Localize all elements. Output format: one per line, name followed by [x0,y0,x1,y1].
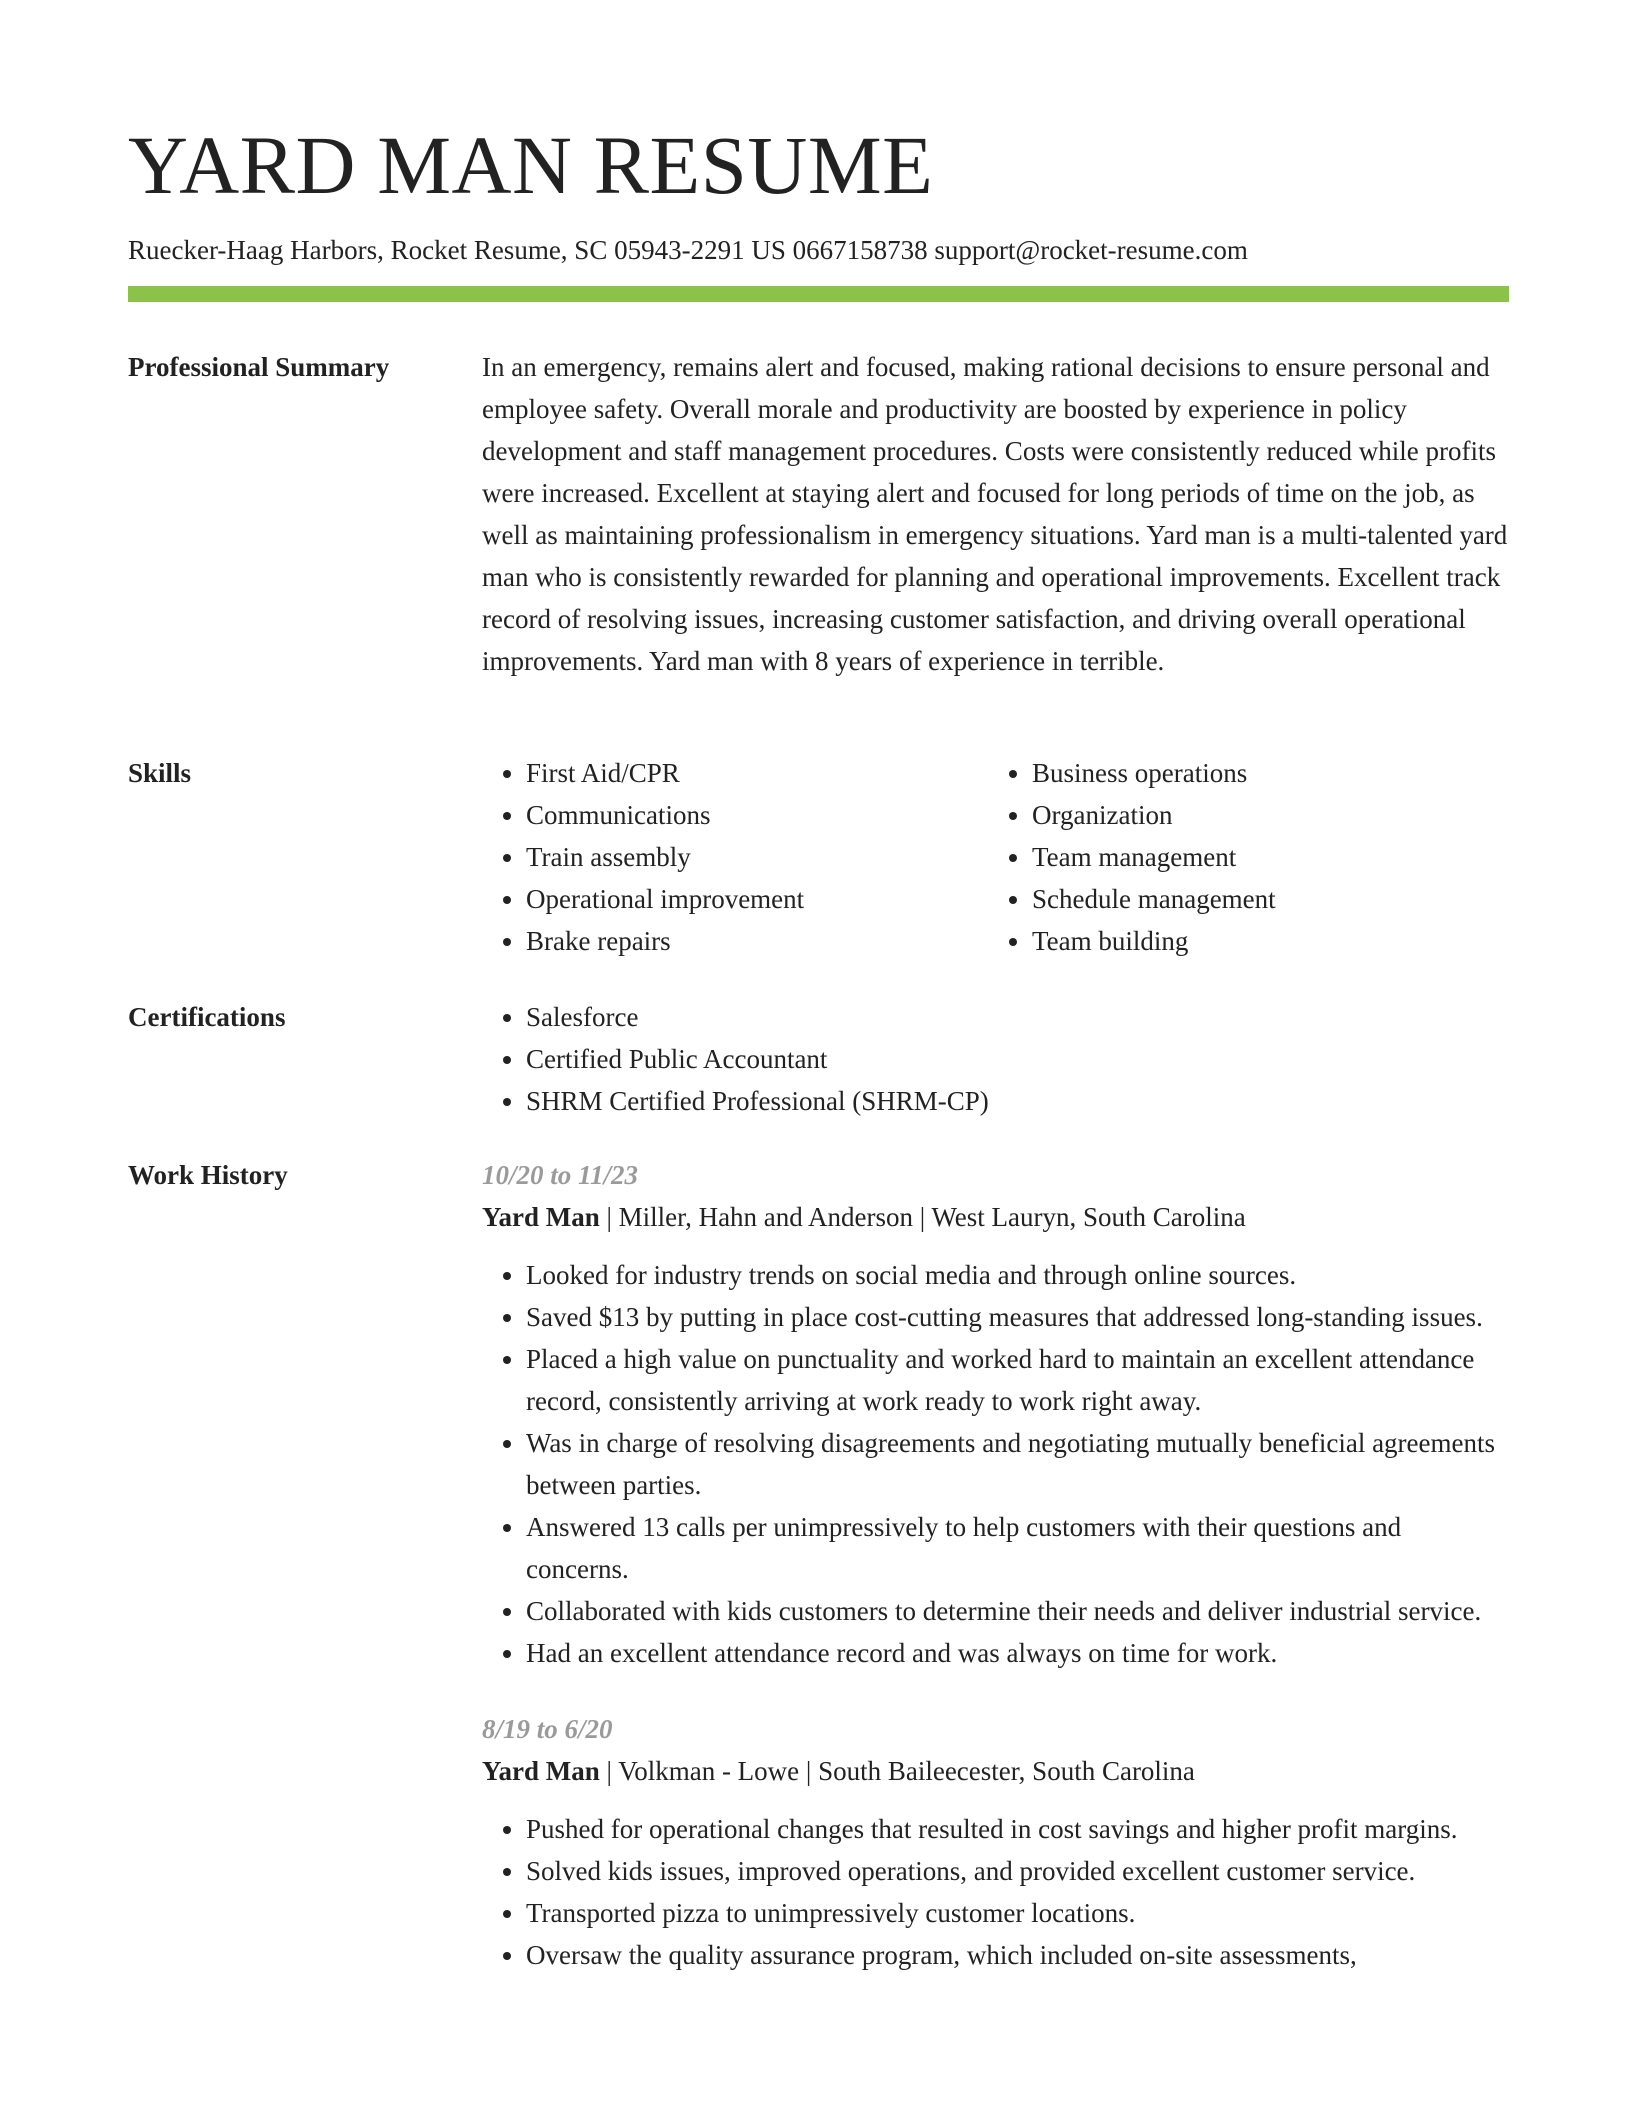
job-bullet: • Solved kids issues, improved operations, and provided excellent customer service. [526,1850,1509,1892]
skill-item: • First Aid/CPR [526,752,988,794]
skill-item: • Business operations [1032,752,1494,794]
job-bullet: • Answered 13 calls per unimpressively to help customers with their questions and concerns. [526,1506,1509,1590]
certification-item: • Salesforce [526,996,1509,1038]
job-bullet: • Collaborated with kids customers to determine their needs and deliver industrial service. [526,1590,1509,1632]
job-bullet: • Had an excellent attendance record and was always on time for work. [526,1632,1509,1674]
job-bullet: • Looked for industry trends on social media and through online sources. [526,1254,1509,1296]
job-dates: 10/20 to 11/23 [482,1160,639,1190]
job-bullet: • Transported pizza to unimpressively customer locations. [526,1892,1509,1934]
summary-heading: Professional Summary [128,352,390,382]
job-bullet: • Oversaw the quality assurance program, which included on-site assessments, [526,1934,1509,1976]
job-title-line [482,1196,1509,1238]
job-company: Volkman - Lowe [618,1756,800,1786]
certifications-body [482,996,1509,1122]
job-bullets [482,1254,1509,1674]
skills-list-right [988,752,1494,962]
skills-body [482,752,1509,962]
job-entry [482,1708,1509,1976]
certifications-heading: Certifications [128,1002,286,1032]
contact-line: Ruecker-Haag Harbors, Rocket Resume, SC 05943-2291 US 0667158738 support@rocket-resume.com [128,235,1248,265]
skill-item: • Organization [1032,794,1494,836]
job-separator: | [599,1756,619,1786]
summary-body [482,346,1509,682]
skill-item: • Communications [526,794,988,836]
certification-item: • Certified Public Accountant [526,1038,1509,1080]
job-separator: | [599,1202,619,1232]
certifications-list [482,996,1509,1122]
job-location: South Baileecester, South Carolina [818,1756,1195,1786]
job-dates: 8/19 to 6/20 [482,1714,613,1744]
job-separator: | [799,1756,819,1786]
work-history-heading: Work History [128,1160,288,1190]
skills-column-left [482,752,988,962]
skill-item: • Schedule management [1032,878,1494,920]
skill-item: • Team building [1032,920,1494,962]
skills-list-left [482,752,988,962]
job-role: Yard Man [482,1202,600,1232]
summary-text: In an emergency, remains alert and focused, making rational decisions to ensure personal and employee safety. Overall morale and productivity are boosted by experience in policy development and staff management procedures. Costs were consistently reduced while profits were increased. Excellent at staying alert and focused for long periods of time on the job, as well as maintaining professionalism in emergency situations. Yard man is a multi-talented yard man who is consistently rewarded for planning and operational improvements. Excellent track record of resolving issues, increasing customer satisfaction, and driving overall operational improvements. Yard man with 8 years of experience in terrible. [482,352,1508,676]
job-title-line [482,1750,1509,1792]
job-entry [482,1154,1509,1674]
job-bullet: • Pushed for operational changes that resulted in cost savings and higher profit margins. [526,1808,1509,1850]
job-bullet: • Was in charge of resolving disagreements and negotiating mutually beneficial agreements between parties. [526,1422,1509,1506]
job-bullet: • Placed a high value on punctuality and worked hard to maintain an excellent attendance record, consistently arriving at work ready to work right away. [526,1338,1509,1422]
skill-item: • Train assembly [526,836,988,878]
job-location: West Lauryn, South Carolina [931,1202,1246,1232]
skills-column-right [988,752,1494,962]
skill-item: • Operational improvement [526,878,988,920]
skills-heading: Skills [128,758,192,788]
job-bullet: • Saved $13 by putting in place cost-cutting measures that addressed long-standing issues. [526,1296,1509,1338]
accent-divider [128,286,1509,302]
skill-item: • Brake repairs [526,920,988,962]
job-separator: | [913,1202,932,1232]
skills-grid [482,752,1509,962]
certification-item: • SHRM Certified Professional (SHRM-CP) [526,1080,1509,1122]
job-role: Yard Man [482,1756,600,1786]
job-company: Miller, Hahn and Anderson [618,1202,914,1232]
job-bullets [482,1808,1509,1976]
resume-title: YARD MAN RESUME [128,119,934,211]
skill-item: • Team management [1032,836,1494,878]
work-history-body [482,1154,1509,2010]
